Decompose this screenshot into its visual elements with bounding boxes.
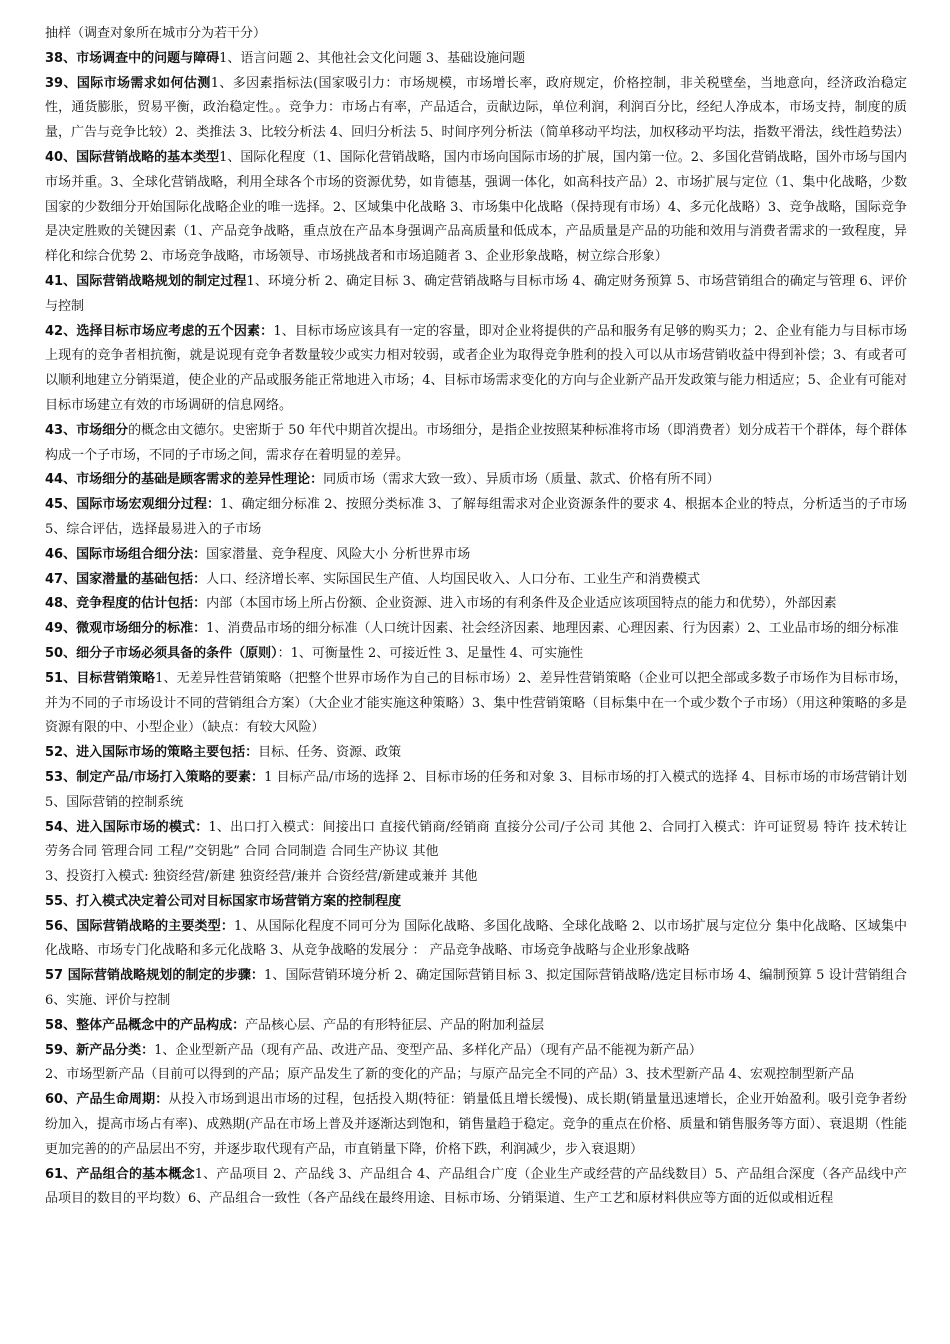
paragraph-heading: 59、新产品分类： [45, 1042, 155, 1058]
paragraph [45, 816, 907, 866]
paragraph-body: 1、从国际化程度不同可分为 国际化战略、多国化战略、全球化战略 2、以市场扩展与定位分 集中化战略、区域集中化战略、市场专门化战略和多元化战略 3、从竞争战略的发展分 ： 产品竞争战略、市场竞争战略与企业形象战略 [45, 918, 907, 959]
paragraph [45, 146, 907, 270]
paragraph-body: 2、市场型新产品（目前可以得到的产品；原产品发生了新的变化的产品；与原产品完全不同的产品）3、技术型新产品 4、宏观控制型新产品 [45, 1067, 854, 1083]
paragraph-body: 3、投资打入模式: 独资经营/新建 独资经营/兼并 合资经营/新建或兼并 其他 [45, 869, 478, 885]
paragraph-body: 1、目标市场应该具有一定的容量，即对企业将提供的产品和服务有足够的购买力；2、企业有能力与目标市场上现有的竞争者相抗衡，就是说现有竞争者数量较少或实力相对较弱，或者企业为取得竞争胜利的投入可以从市场营销收益中得到补偿；3、有或者可以顺利地建立分销渠道，使企业的产品或服务能正常地进入市场；4、目标市场需求变化的方向与企业新产品开发政策与能力相适应；5、企业有可能对目标市场建立有效的市场调研的信息网络。 [45, 323, 907, 413]
paragraph-body: 的概念由文德尔。史密斯于 50 年代中期首次提出。市场细分，是指企业按照某种标准将市场（即消费者）划分成若干个群体，每个群体构成一个子市场，不同的子市场之间，需求存在着明显的差异。 [45, 422, 908, 463]
paragraph [45, 915, 907, 965]
paragraph-body: 1、产品项目 2、产品线 3、产品组合 4、产品组合广度（企业生产或经营的产品线数目）5、产品组合深度（各产品线中产品项目的数目的平均数）6、产品组合一致性（各产品线在最终用途、目标市场、分销渠道、生产工艺和原材料供应等方面的近似或相近程 [45, 1166, 907, 1207]
paragraph [45, 667, 907, 741]
paragraph [45, 270, 907, 320]
paragraph-heading: 38、市场调查中的问题与障碍 [45, 50, 220, 66]
paragraph-heading: 51、目标营销策略 [45, 670, 156, 686]
paragraph-body: 1、出口打入模式：间接出口 直接代销商/经销商 直接分公司/子公司 其他 2、合同打入模式：许可证贸易 特许 技术转让 劳务合同 管理合同 工程/”交钥匙” 合同 合同制造 合同生产协议 其他 [45, 819, 907, 860]
paragraph-body: 国家潜量、竞争程度、风险大小 分析世界市场 [206, 546, 471, 562]
paragraph-body: 1、语言问题 2、其他社会文化问题 3、基础设施问题 [219, 50, 526, 66]
paragraph [45, 964, 907, 1014]
paragraph-heading: 61、产品组合的基本概念 [45, 1166, 195, 1182]
paragraph-heading: 58、整体产品概念中的产品构成： [45, 1017, 246, 1033]
paragraph [45, 766, 907, 816]
paragraph-body: 人口、经济增长率、实际国民生产值、人均国民收入、人口分布、工业生产和消费模式 [206, 571, 701, 587]
paragraph-heading: 54、进入国际市场的模式： [45, 819, 209, 835]
paragraph [45, 419, 907, 469]
paragraph-body: 1、国际化程度（1、国际化营销战略，国内市场向国际市场的扩展，国内第一位。2、多国化营销战略，国外市场与国内市场并重。3、全球化营销战略，利用全球各个市场的资源优势，如肯德基，强调一体化，如高科技产品）2、市场扩展与定位（1、集中化战略，少数国家的少数细分开始国际化战略企业的唯一选择。2、区域集中化战略 3、市场集中化战略（保持现有市场）4、多元化战略）3、竞争战略，国际竞争是决定胜败的关键因素（1、产品竞争战略，重点放在产品本身强调产品高质量和低成本，产品质量是产品的功能和效用与消费者需求的一致程度，异样化和综合优势 2、市场竞争战略，市场领导、市场挑战者和市场追随者 3、企业形象战略，树立综合形象） [45, 149, 907, 265]
paragraph [45, 493, 907, 543]
paragraph [45, 468, 907, 493]
paragraph-heading: 41、国际营销战略规划的制定过程 [45, 273, 247, 289]
paragraph [45, 1039, 907, 1064]
paragraph-heading: 50、细分子市场必须具备的条件（原则） [45, 645, 278, 661]
paragraph-body: 目标、任务、资源、政策 [258, 745, 402, 761]
paragraph-heading: 40、国际营销战略的基本类型 [45, 149, 220, 165]
paragraph-heading: 48、竞争程度的估计包括： [45, 596, 207, 612]
paragraph-body: 内部（本国市场上所占份额、企业资源、进入市场的有利条件及企业适应该项国特点的能力和优势），外部因素 [206, 596, 837, 612]
paragraph [45, 1014, 907, 1039]
paragraph-body: 1、企业型新产品（现有产品、改进产品、变型产品、多样化产品）（现有产品不能视为新产品） [154, 1042, 702, 1058]
paragraph-heading: 60、产品生命周期： [45, 1092, 169, 1108]
paragraph [45, 1063, 907, 1088]
paragraph [45, 592, 907, 617]
paragraph-body: 同质市场（需求大致一致）、异质市场（质量、款式、价格有所不同） [323, 472, 720, 488]
paragraph-body: 从投入市场到退出市场的过程，包括投入期(特征：销量低且增长缓慢)、成长期(销量量迅速增长，企业开始盈利。吸引竞争者纷纷加入，提高市场占有率)、成熟期(产品在市场上普及并逐渐达到饱和，销售量趋于稳定。竞争的重点在价格、质量和销售服务等方面）、衰退期（性能更加完善的的产品层出不穷，并逐步取代现有产品，市直销量下降，价格下跌，利润减少，步入衰退期） [45, 1092, 908, 1157]
paragraph-body: 1、国际营销环境分析 2、确定国际营销目标 3、拟定国际营销战略/选定目标市场 4、编制预算 5 设计营销组合 6、实施、评价与控制 [45, 968, 907, 1009]
paragraph-body: 1 目标产品/市场的选择 2、目标市场的任务和对象 3、目标市场的打入模式的选择 4、目标市场的市场营销计划 5、国际营销的控制系统 [45, 769, 907, 810]
paragraph-body: 1、环境分析 2、确定目标 3、确定营销战略与目标市场 4、确定财务预算 5、市场营销组合的确定与管理 6、评价与控制 [45, 273, 907, 314]
paragraph [45, 72, 910, 146]
paragraph [45, 568, 907, 593]
paragraph-body: 抽样（调查对象所在城市分为若干分） [45, 26, 267, 41]
paragraph [45, 1088, 907, 1162]
paragraph-heading: 43、市场细分 [45, 422, 129, 438]
paragraph-heading: 56、国际营销战略的主要类型： [45, 918, 234, 934]
paragraph [45, 617, 907, 642]
paragraph-heading: 44、市场细分的基础是顾客需求的差异性理论： [45, 472, 324, 488]
paragraph-heading: 55、打入模式决定着公司对目标国家市场营销方案的控制程度 [45, 893, 402, 909]
paragraph [45, 642, 907, 667]
paragraph-body: 产品核心层、产品的有形特征层、产品的附加利益层 [245, 1017, 545, 1033]
paragraph [45, 543, 907, 568]
paragraph-body: 1、无差异性营销策略（把整个世界市场作为自己的目标市场）2、差异性营销策略（企业可以把全部或多数子市场作为目标市场，并为不同的子市场设计不同的营销组合方案）（大企业才能实施这种策略）3、集中性营销策略（目标集中在一个或少数个子市场）（用这种策略的多是资源有限的中、小型企业）（缺点：有较大风险） [45, 670, 907, 736]
paragraph-heading: 49、微观市场细分的标准： [45, 621, 207, 637]
paragraph [45, 741, 907, 766]
paragraph [45, 22, 907, 47]
document-page [45, 22, 910, 1212]
paragraph [45, 1163, 907, 1213]
paragraph [45, 890, 907, 915]
paragraph-body: 1、消费品市场的细分标准（人口统计因素、社会经济因素、地理因素、心理因素、行为因素）2、工业品市场的细分标准 [206, 621, 899, 637]
paragraph [45, 865, 907, 890]
paragraph-heading: 47、国家潜量的基础包括： [45, 571, 207, 587]
paragraph-heading: 45、国际市场宏观细分过程： [45, 497, 221, 513]
paragraph [45, 320, 907, 419]
paragraph-body: 1、多因素指标法(国家吸引力：市场规模，市场增长率，政府规定，价格控制，非关税壁垒，当地意向，经济政治稳定性，通货膨胀，贸易平衡，政治稳定性。。竞争力：市场占有率，产品适合，贡献边际，单位利润，利润百分比，经纪人净成本，市场支持，制度的质量，广告与竞争比较）2、类推法 3、比较分析法 4、回归分析法 5、时间序列分析法（简单移动平均法，加权移动平均法，指数平滑法，线性趋势法） [45, 75, 910, 141]
paragraph-heading: 53、制定产品/市场打入策略的要素： [45, 769, 265, 785]
paragraph-heading: 39、国际市场需求如何估测 [45, 75, 211, 91]
paragraph-heading: 52、进入国际市场的策略主要包括： [45, 745, 259, 761]
paragraph [45, 47, 907, 72]
paragraph-heading: 42、选择目标市场应考虑的五个因素： [45, 323, 274, 339]
paragraph-body: 1、确定细分标准 2、按照分类标准 3、了解每组需求对企业资源条件的要求 4、根据本企业的特点，分析适当的子市场 5、综合评估，选择最易进入的子市场 [45, 497, 908, 537]
paragraph-heading: 57 国际营销战略规划的制定的步骤： [45, 968, 265, 984]
paragraph-body: ：1、可衡量性 2、可接近性 3、足量性 4、可实施性 [277, 645, 584, 661]
paragraph-heading: 46、国际市场组合细分法： [45, 546, 207, 562]
